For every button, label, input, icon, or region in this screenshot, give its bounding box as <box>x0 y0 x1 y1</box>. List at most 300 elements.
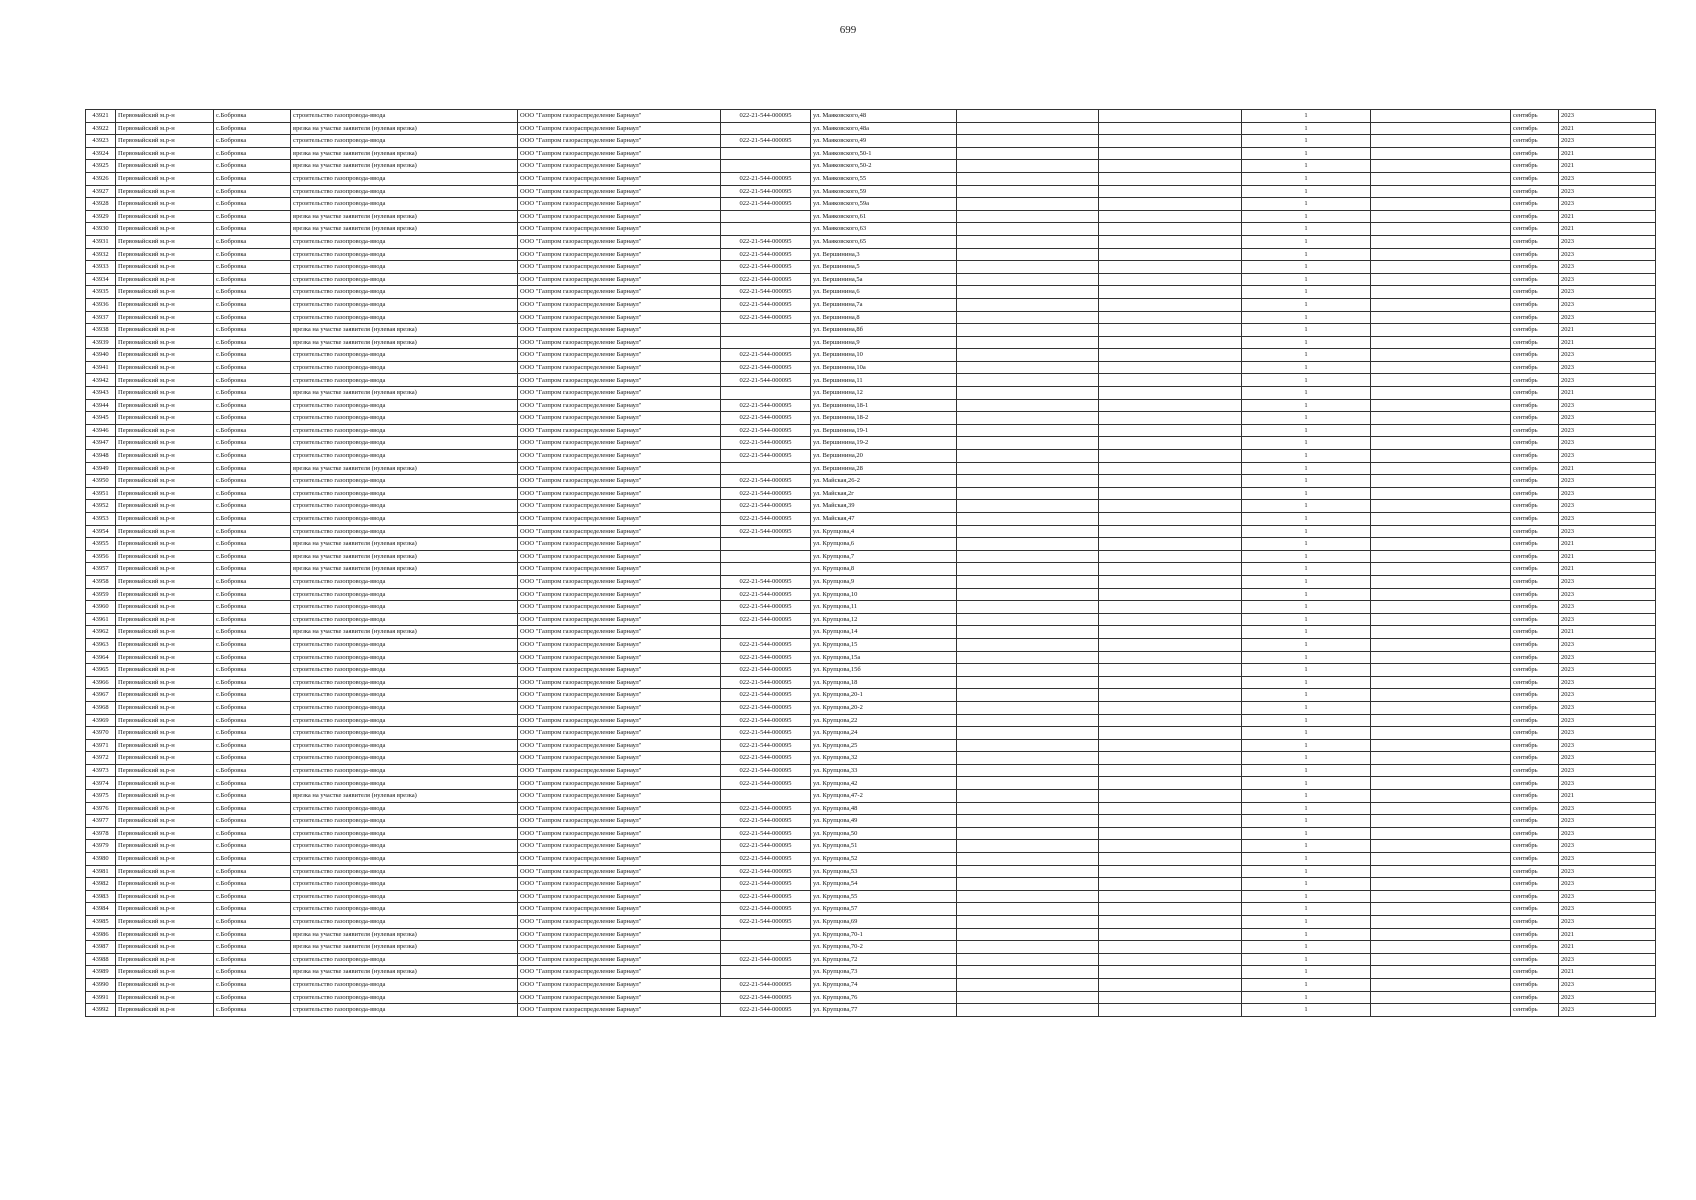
cell-quantity: 1 <box>1242 626 1371 639</box>
cell-work-type: врезка на участке заявителя (нулевая врезка) <box>291 790 518 803</box>
cell-work-type: строительство газопровода-ввода <box>291 878 518 891</box>
cell-empty-col-b <box>1099 601 1242 614</box>
cell-empty-col-b <box>1099 462 1242 475</box>
cell-address: ул. Маяковского,48а <box>811 122 957 135</box>
cell-quantity: 1 <box>1242 865 1371 878</box>
cell-address: ул. Вершинина,5а <box>811 273 957 286</box>
cell-record-number: 43925 <box>86 160 116 173</box>
cell-work-type: врезка на участке заявителя (нулевая врезка) <box>291 122 518 135</box>
cell-organization: ООО "Газпром газораспределение Барнаул" <box>518 752 721 765</box>
cell-work-type: строительство газопровода-ввода <box>291 298 518 311</box>
cell-district: Первомайский м.р-н <box>116 298 214 311</box>
cell-empty-col-c <box>1371 613 1511 626</box>
cell-empty-col-a <box>957 248 1099 261</box>
cell-empty-col-a <box>957 185 1099 198</box>
cell-empty-col-b <box>1099 437 1242 450</box>
cell-year: 2023 <box>1559 412 1656 425</box>
table-row <box>86 412 1656 425</box>
table-row <box>86 727 1656 740</box>
cell-empty-col-b <box>1099 135 1242 148</box>
cell-month: сентябрь <box>1511 941 1559 954</box>
cell-address: ул. Крупцова,70-2 <box>811 941 957 954</box>
table-row <box>86 374 1656 387</box>
cell-district: Первомайский м.р-н <box>116 462 214 475</box>
cell-organization: ООО "Газпром газораспределение Барнаул" <box>518 651 721 664</box>
cell-work-type: врезка на участке заявителя (нулевая врезка) <box>291 223 518 236</box>
cell-year: 2021 <box>1559 928 1656 941</box>
cell-empty-col-c <box>1371 815 1511 828</box>
cell-contract-number: 022-21-544-000095 <box>721 890 811 903</box>
cell-empty-col-b <box>1099 185 1242 198</box>
cell-work-type: строительство газопровода-ввода <box>291 664 518 677</box>
cell-address: ул. Маяковского,49 <box>811 135 957 148</box>
cell-district: Первомайский м.р-н <box>116 764 214 777</box>
cell-district: Первомайский м.р-н <box>116 135 214 148</box>
cell-district: Первомайский м.р-н <box>116 903 214 916</box>
cell-contract-number: 022-21-544-000095 <box>721 248 811 261</box>
cell-empty-col-a <box>957 223 1099 236</box>
table-row <box>86 500 1656 513</box>
cell-organization: ООО "Газпром газораспределение Барнаул" <box>518 525 721 538</box>
cell-contract-number: 022-21-544-000095 <box>721 374 811 387</box>
cell-empty-col-a <box>957 198 1099 211</box>
cell-year: 2023 <box>1559 613 1656 626</box>
cell-work-type: строительство газопровода-ввода <box>291 840 518 853</box>
cell-organization: ООО "Газпром газораспределение Барнаул" <box>518 626 721 639</box>
cell-empty-col-b <box>1099 412 1242 425</box>
cell-empty-col-c <box>1371 311 1511 324</box>
cell-empty-col-a <box>957 513 1099 526</box>
table-row <box>86 361 1656 374</box>
cell-contract-number: 022-21-544-000095 <box>721 575 811 588</box>
cell-empty-col-a <box>957 374 1099 387</box>
cell-contract-number: 022-21-544-000095 <box>721 727 811 740</box>
cell-year: 2023 <box>1559 802 1656 815</box>
cell-quantity: 1 <box>1242 223 1371 236</box>
cell-year: 2023 <box>1559 525 1656 538</box>
cell-address: ул. Крупцова,12 <box>811 613 957 626</box>
cell-organization: ООО "Газпром газораспределение Барнаул" <box>518 387 721 400</box>
cell-year: 2023 <box>1559 840 1656 853</box>
cell-empty-col-b <box>1099 122 1242 135</box>
cell-empty-col-b <box>1099 110 1242 123</box>
table-row <box>86 147 1656 160</box>
cell-quantity: 1 <box>1242 450 1371 463</box>
cell-record-number: 43951 <box>86 487 116 500</box>
cell-settlement: с.Бобровка <box>214 387 291 400</box>
cell-quantity: 1 <box>1242 790 1371 803</box>
cell-district: Первомайский м.р-н <box>116 122 214 135</box>
cell-district: Первомайский м.р-н <box>116 689 214 702</box>
cell-empty-col-a <box>957 387 1099 400</box>
cell-empty-col-c <box>1371 286 1511 299</box>
cell-settlement: с.Бобровка <box>214 147 291 160</box>
table-row <box>86 941 1656 954</box>
cell-organization: ООО "Газпром газораспределение Барнаул" <box>518 235 721 248</box>
cell-quantity: 1 <box>1242 953 1371 966</box>
cell-empty-col-c <box>1371 248 1511 261</box>
table-row <box>86 311 1656 324</box>
table-row <box>86 626 1656 639</box>
cell-work-type: строительство газопровода-ввода <box>291 739 518 752</box>
cell-settlement: с.Бобровка <box>214 739 291 752</box>
table-row <box>86 513 1656 526</box>
cell-work-type: строительство газопровода-ввода <box>291 588 518 601</box>
cell-organization: ООО "Газпром газораспределение Барнаул" <box>518 802 721 815</box>
cell-record-number: 43987 <box>86 941 116 954</box>
table-row <box>86 991 1656 1004</box>
cell-record-number: 43927 <box>86 185 116 198</box>
cell-address: ул. Маяковского,50-2 <box>811 160 957 173</box>
cell-quantity: 1 <box>1242 324 1371 337</box>
cell-work-type: строительство газопровода-ввода <box>291 135 518 148</box>
cell-record-number: 43979 <box>86 840 116 853</box>
cell-empty-col-a <box>957 462 1099 475</box>
cell-year: 2023 <box>1559 827 1656 840</box>
cell-year: 2023 <box>1559 248 1656 261</box>
cell-district: Первомайский м.р-н <box>116 235 214 248</box>
cell-district: Первомайский м.р-н <box>116 941 214 954</box>
cell-contract-number: 022-21-544-000095 <box>721 916 811 929</box>
table-row <box>86 462 1656 475</box>
cell-record-number: 43940 <box>86 349 116 362</box>
cell-work-type: строительство газопровода-ввода <box>291 890 518 903</box>
cell-empty-col-c <box>1371 424 1511 437</box>
cell-district: Первомайский м.р-н <box>116 273 214 286</box>
cell-contract-number <box>721 928 811 941</box>
cell-contract-number: 022-21-544-000095 <box>721 991 811 1004</box>
cell-month: сентябрь <box>1511 1004 1559 1017</box>
cell-quantity: 1 <box>1242 110 1371 123</box>
cell-year: 2023 <box>1559 853 1656 866</box>
cell-quantity: 1 <box>1242 764 1371 777</box>
cell-settlement: с.Бобровка <box>214 500 291 513</box>
cell-empty-col-c <box>1371 575 1511 588</box>
cell-work-type: строительство газопровода-ввода <box>291 198 518 211</box>
cell-district: Первомайский м.р-н <box>116 336 214 349</box>
cell-address: ул. Крупцова,49 <box>811 815 957 828</box>
cell-empty-col-b <box>1099 764 1242 777</box>
cell-empty-col-a <box>957 575 1099 588</box>
cell-year: 2023 <box>1559 261 1656 274</box>
cell-empty-col-c <box>1371 538 1511 551</box>
cell-record-number: 43981 <box>86 865 116 878</box>
cell-settlement: с.Бобровка <box>214 664 291 677</box>
cell-organization: ООО "Газпром газораспределение Барнаул" <box>518 727 721 740</box>
cell-year: 2021 <box>1559 538 1656 551</box>
cell-contract-number: 022-21-544-000095 <box>721 135 811 148</box>
cell-month: сентябрь <box>1511 273 1559 286</box>
table-row <box>86 638 1656 651</box>
cell-settlement: с.Бобровка <box>214 601 291 614</box>
cell-empty-col-a <box>957 311 1099 324</box>
cell-address: ул. Майская,39 <box>811 500 957 513</box>
cell-organization: ООО "Газпром газораспределение Барнаул" <box>518 110 721 123</box>
cell-empty-col-c <box>1371 273 1511 286</box>
cell-quantity: 1 <box>1242 135 1371 148</box>
cell-settlement: с.Бобровка <box>214 135 291 148</box>
cell-organization: ООО "Газпром газораспределение Барнаул" <box>518 890 721 903</box>
cell-quantity: 1 <box>1242 714 1371 727</box>
cell-year: 2023 <box>1559 450 1656 463</box>
cell-contract-number: 022-21-544-000095 <box>721 261 811 274</box>
cell-quantity: 1 <box>1242 387 1371 400</box>
cell-year: 2023 <box>1559 689 1656 702</box>
cell-district: Первомайский м.р-н <box>116 953 214 966</box>
table-row <box>86 689 1656 702</box>
table-row <box>86 601 1656 614</box>
cell-year: 2023 <box>1559 349 1656 362</box>
cell-work-type: строительство газопровода-ввода <box>291 475 518 488</box>
cell-quantity: 1 <box>1242 374 1371 387</box>
cell-organization: ООО "Газпром газораспределение Барнаул" <box>518 172 721 185</box>
cell-year: 2023 <box>1559 601 1656 614</box>
cell-address: ул. Крупцова,25 <box>811 739 957 752</box>
cell-empty-col-a <box>957 651 1099 664</box>
registry-table <box>85 109 1656 1017</box>
cell-contract-number: 022-21-544-000095 <box>721 689 811 702</box>
cell-month: сентябрь <box>1511 676 1559 689</box>
cell-address: ул. Майская,26-2 <box>811 475 957 488</box>
cell-empty-col-a <box>957 210 1099 223</box>
cell-quantity: 1 <box>1242 147 1371 160</box>
cell-empty-col-a <box>957 928 1099 941</box>
cell-empty-col-a <box>957 638 1099 651</box>
cell-contract-number: 022-21-544-000095 <box>721 437 811 450</box>
cell-empty-col-a <box>957 865 1099 878</box>
cell-address: ул. Вершинина,3 <box>811 248 957 261</box>
cell-contract-number: 022-21-544-000095 <box>721 676 811 689</box>
cell-month: сентябрь <box>1511 198 1559 211</box>
cell-year: 2023 <box>1559 487 1656 500</box>
cell-quantity: 1 <box>1242 261 1371 274</box>
cell-empty-col-b <box>1099 941 1242 954</box>
cell-record-number: 43989 <box>86 966 116 979</box>
cell-contract-number: 022-21-544-000095 <box>721 701 811 714</box>
cell-empty-col-c <box>1371 978 1511 991</box>
cell-empty-col-b <box>1099 513 1242 526</box>
cell-year: 2023 <box>1559 953 1656 966</box>
cell-address: ул. Крупцова,9 <box>811 575 957 588</box>
cell-empty-col-b <box>1099 689 1242 702</box>
cell-settlement: с.Бобровка <box>214 210 291 223</box>
cell-record-number: 43936 <box>86 298 116 311</box>
table-row <box>86 336 1656 349</box>
cell-address: ул. Крупцова,20-1 <box>811 689 957 702</box>
cell-district: Первомайский м.р-н <box>116 739 214 752</box>
cell-contract-number: 022-21-544-000095 <box>721 714 811 727</box>
cell-quantity: 1 <box>1242 916 1371 929</box>
cell-work-type: строительство газопровода-ввода <box>291 273 518 286</box>
cell-quantity: 1 <box>1242 689 1371 702</box>
cell-contract-number: 022-21-544-000095 <box>721 235 811 248</box>
cell-empty-col-a <box>957 714 1099 727</box>
cell-contract-number: 022-21-544-000095 <box>721 273 811 286</box>
cell-address: ул. Крупцова,74 <box>811 978 957 991</box>
cell-empty-col-c <box>1371 210 1511 223</box>
cell-year: 2023 <box>1559 815 1656 828</box>
cell-empty-col-c <box>1371 739 1511 752</box>
cell-organization: ООО "Газпром газораспределение Барнаул" <box>518 840 721 853</box>
cell-contract-number: 022-21-544-000095 <box>721 953 811 966</box>
cell-address: ул. Вершинина,9 <box>811 336 957 349</box>
cell-month: сентябрь <box>1511 827 1559 840</box>
cell-address: ул. Маяковского,65 <box>811 235 957 248</box>
cell-empty-col-a <box>957 349 1099 362</box>
cell-organization: ООО "Газпром газораспределение Барнаул" <box>518 513 721 526</box>
cell-district: Первомайский м.р-н <box>116 575 214 588</box>
cell-year: 2023 <box>1559 916 1656 929</box>
cell-year: 2023 <box>1559 361 1656 374</box>
cell-district: Первомайский м.р-н <box>116 626 214 639</box>
cell-month: сентябрь <box>1511 991 1559 1004</box>
cell-year: 2023 <box>1559 638 1656 651</box>
cell-work-type: строительство газопровода-ввода <box>291 374 518 387</box>
cell-address: ул. Крупцова,33 <box>811 764 957 777</box>
cell-settlement: с.Бобровка <box>214 349 291 362</box>
cell-year: 2023 <box>1559 298 1656 311</box>
cell-month: сентябрь <box>1511 953 1559 966</box>
cell-work-type: строительство газопровода-ввода <box>291 424 518 437</box>
cell-district: Первомайский м.р-н <box>116 147 214 160</box>
cell-empty-col-a <box>957 298 1099 311</box>
cell-empty-col-b <box>1099 878 1242 891</box>
cell-address: ул. Вершинина,7а <box>811 298 957 311</box>
cell-month: сентябрь <box>1511 336 1559 349</box>
cell-settlement: с.Бобровка <box>214 160 291 173</box>
cell-record-number: 43977 <box>86 815 116 828</box>
cell-month: сентябрь <box>1511 840 1559 853</box>
cell-organization: ООО "Газпром газораспределение Барнаул" <box>518 361 721 374</box>
table-row <box>86 286 1656 299</box>
cell-record-number: 43937 <box>86 311 116 324</box>
cell-organization: ООО "Газпром газораспределение Барнаул" <box>518 701 721 714</box>
cell-settlement: с.Бобровка <box>214 928 291 941</box>
cell-contract-number: 022-21-544-000095 <box>721 185 811 198</box>
cell-quantity: 1 <box>1242 235 1371 248</box>
cell-empty-col-a <box>957 764 1099 777</box>
cell-contract-number: 022-21-544-000095 <box>721 298 811 311</box>
cell-year: 2023 <box>1559 676 1656 689</box>
cell-empty-col-a <box>957 827 1099 840</box>
cell-address: ул. Крупцова,77 <box>811 1004 957 1017</box>
cell-contract-number: 022-21-544-000095 <box>721 450 811 463</box>
cell-record-number: 43982 <box>86 878 116 891</box>
cell-work-type: врезка на участке заявителя (нулевая врезка) <box>291 941 518 954</box>
cell-record-number: 43991 <box>86 991 116 1004</box>
cell-address: ул. Крупцова,55 <box>811 890 957 903</box>
cell-record-number: 43928 <box>86 198 116 211</box>
cell-contract-number: 022-21-544-000095 <box>721 752 811 765</box>
table-body <box>86 110 1656 1017</box>
table-row <box>86 651 1656 664</box>
cell-district: Первомайский м.р-н <box>116 110 214 123</box>
cell-year: 2021 <box>1559 336 1656 349</box>
cell-work-type: строительство газопровода-ввода <box>291 361 518 374</box>
cell-year: 2021 <box>1559 324 1656 337</box>
cell-empty-col-c <box>1371 122 1511 135</box>
cell-record-number: 43965 <box>86 664 116 677</box>
cell-contract-number <box>721 563 811 576</box>
cell-record-number: 43983 <box>86 890 116 903</box>
cell-empty-col-c <box>1371 928 1511 941</box>
cell-organization: ООО "Газпром газораспределение Барнаул" <box>518 336 721 349</box>
cell-work-type: строительство газопровода-ввода <box>291 575 518 588</box>
table-row <box>86 475 1656 488</box>
cell-settlement: с.Бобровка <box>214 525 291 538</box>
cell-organization: ООО "Газпром газораспределение Барнаул" <box>518 538 721 551</box>
cell-settlement: с.Бобровка <box>214 450 291 463</box>
cell-contract-number <box>721 147 811 160</box>
cell-organization: ООО "Газпром газораспределение Барнаул" <box>518 475 721 488</box>
cell-empty-col-b <box>1099 991 1242 1004</box>
cell-year: 2021 <box>1559 941 1656 954</box>
cell-year: 2023 <box>1559 739 1656 752</box>
cell-year: 2021 <box>1559 550 1656 563</box>
cell-work-type: строительство газопровода-ввода <box>291 513 518 526</box>
cell-address: ул. Крупцова,54 <box>811 878 957 891</box>
cell-district: Первомайский м.р-н <box>116 185 214 198</box>
cell-empty-col-c <box>1371 601 1511 614</box>
cell-address: ул. Вершинина,28 <box>811 462 957 475</box>
cell-empty-col-a <box>957 966 1099 979</box>
cell-year: 2021 <box>1559 210 1656 223</box>
cell-empty-col-a <box>957 500 1099 513</box>
cell-organization: ООО "Газпром газораспределение Барнаул" <box>518 311 721 324</box>
cell-empty-col-b <box>1099 790 1242 803</box>
cell-empty-col-c <box>1371 651 1511 664</box>
cell-year: 2023 <box>1559 198 1656 211</box>
cell-empty-col-c <box>1371 827 1511 840</box>
cell-empty-col-a <box>957 437 1099 450</box>
cell-contract-number: 022-21-544-000095 <box>721 638 811 651</box>
cell-empty-col-c <box>1371 626 1511 639</box>
cell-empty-col-c <box>1371 588 1511 601</box>
cell-organization: ООО "Газпром газораспределение Барнаул" <box>518 563 721 576</box>
cell-empty-col-b <box>1099 450 1242 463</box>
cell-organization: ООО "Газпром газораспределение Барнаул" <box>518 777 721 790</box>
cell-settlement: с.Бобровка <box>214 966 291 979</box>
cell-contract-number: 022-21-544-000095 <box>721 361 811 374</box>
cell-empty-col-c <box>1371 941 1511 954</box>
cell-work-type: строительство газопровода-ввода <box>291 613 518 626</box>
cell-contract-number: 022-21-544-000095 <box>721 172 811 185</box>
cell-month: сентябрь <box>1511 878 1559 891</box>
cell-record-number: 43980 <box>86 853 116 866</box>
cell-year: 2023 <box>1559 311 1656 324</box>
cell-work-type: врезка на участке заявителя (нулевая врезка) <box>291 550 518 563</box>
cell-empty-col-b <box>1099 235 1242 248</box>
cell-empty-col-a <box>957 916 1099 929</box>
cell-settlement: с.Бобровка <box>214 261 291 274</box>
cell-empty-col-a <box>957 626 1099 639</box>
cell-month: сентябрь <box>1511 538 1559 551</box>
cell-month: сентябрь <box>1511 147 1559 160</box>
cell-month: сентябрь <box>1511 475 1559 488</box>
cell-address: ул. Крупцова,20-2 <box>811 701 957 714</box>
cell-address: ул. Крупцова,22 <box>811 714 957 727</box>
cell-contract-number <box>721 223 811 236</box>
cell-work-type: строительство газопровода-ввода <box>291 827 518 840</box>
cell-empty-col-c <box>1371 487 1511 500</box>
cell-district: Первомайский м.р-н <box>116 349 214 362</box>
cell-year: 2021 <box>1559 790 1656 803</box>
cell-year: 2023 <box>1559 1004 1656 1017</box>
cell-empty-col-b <box>1099 286 1242 299</box>
cell-empty-col-a <box>957 172 1099 185</box>
cell-organization: ООО "Газпром газораспределение Барнаул" <box>518 664 721 677</box>
cell-settlement: с.Бобровка <box>214 575 291 588</box>
